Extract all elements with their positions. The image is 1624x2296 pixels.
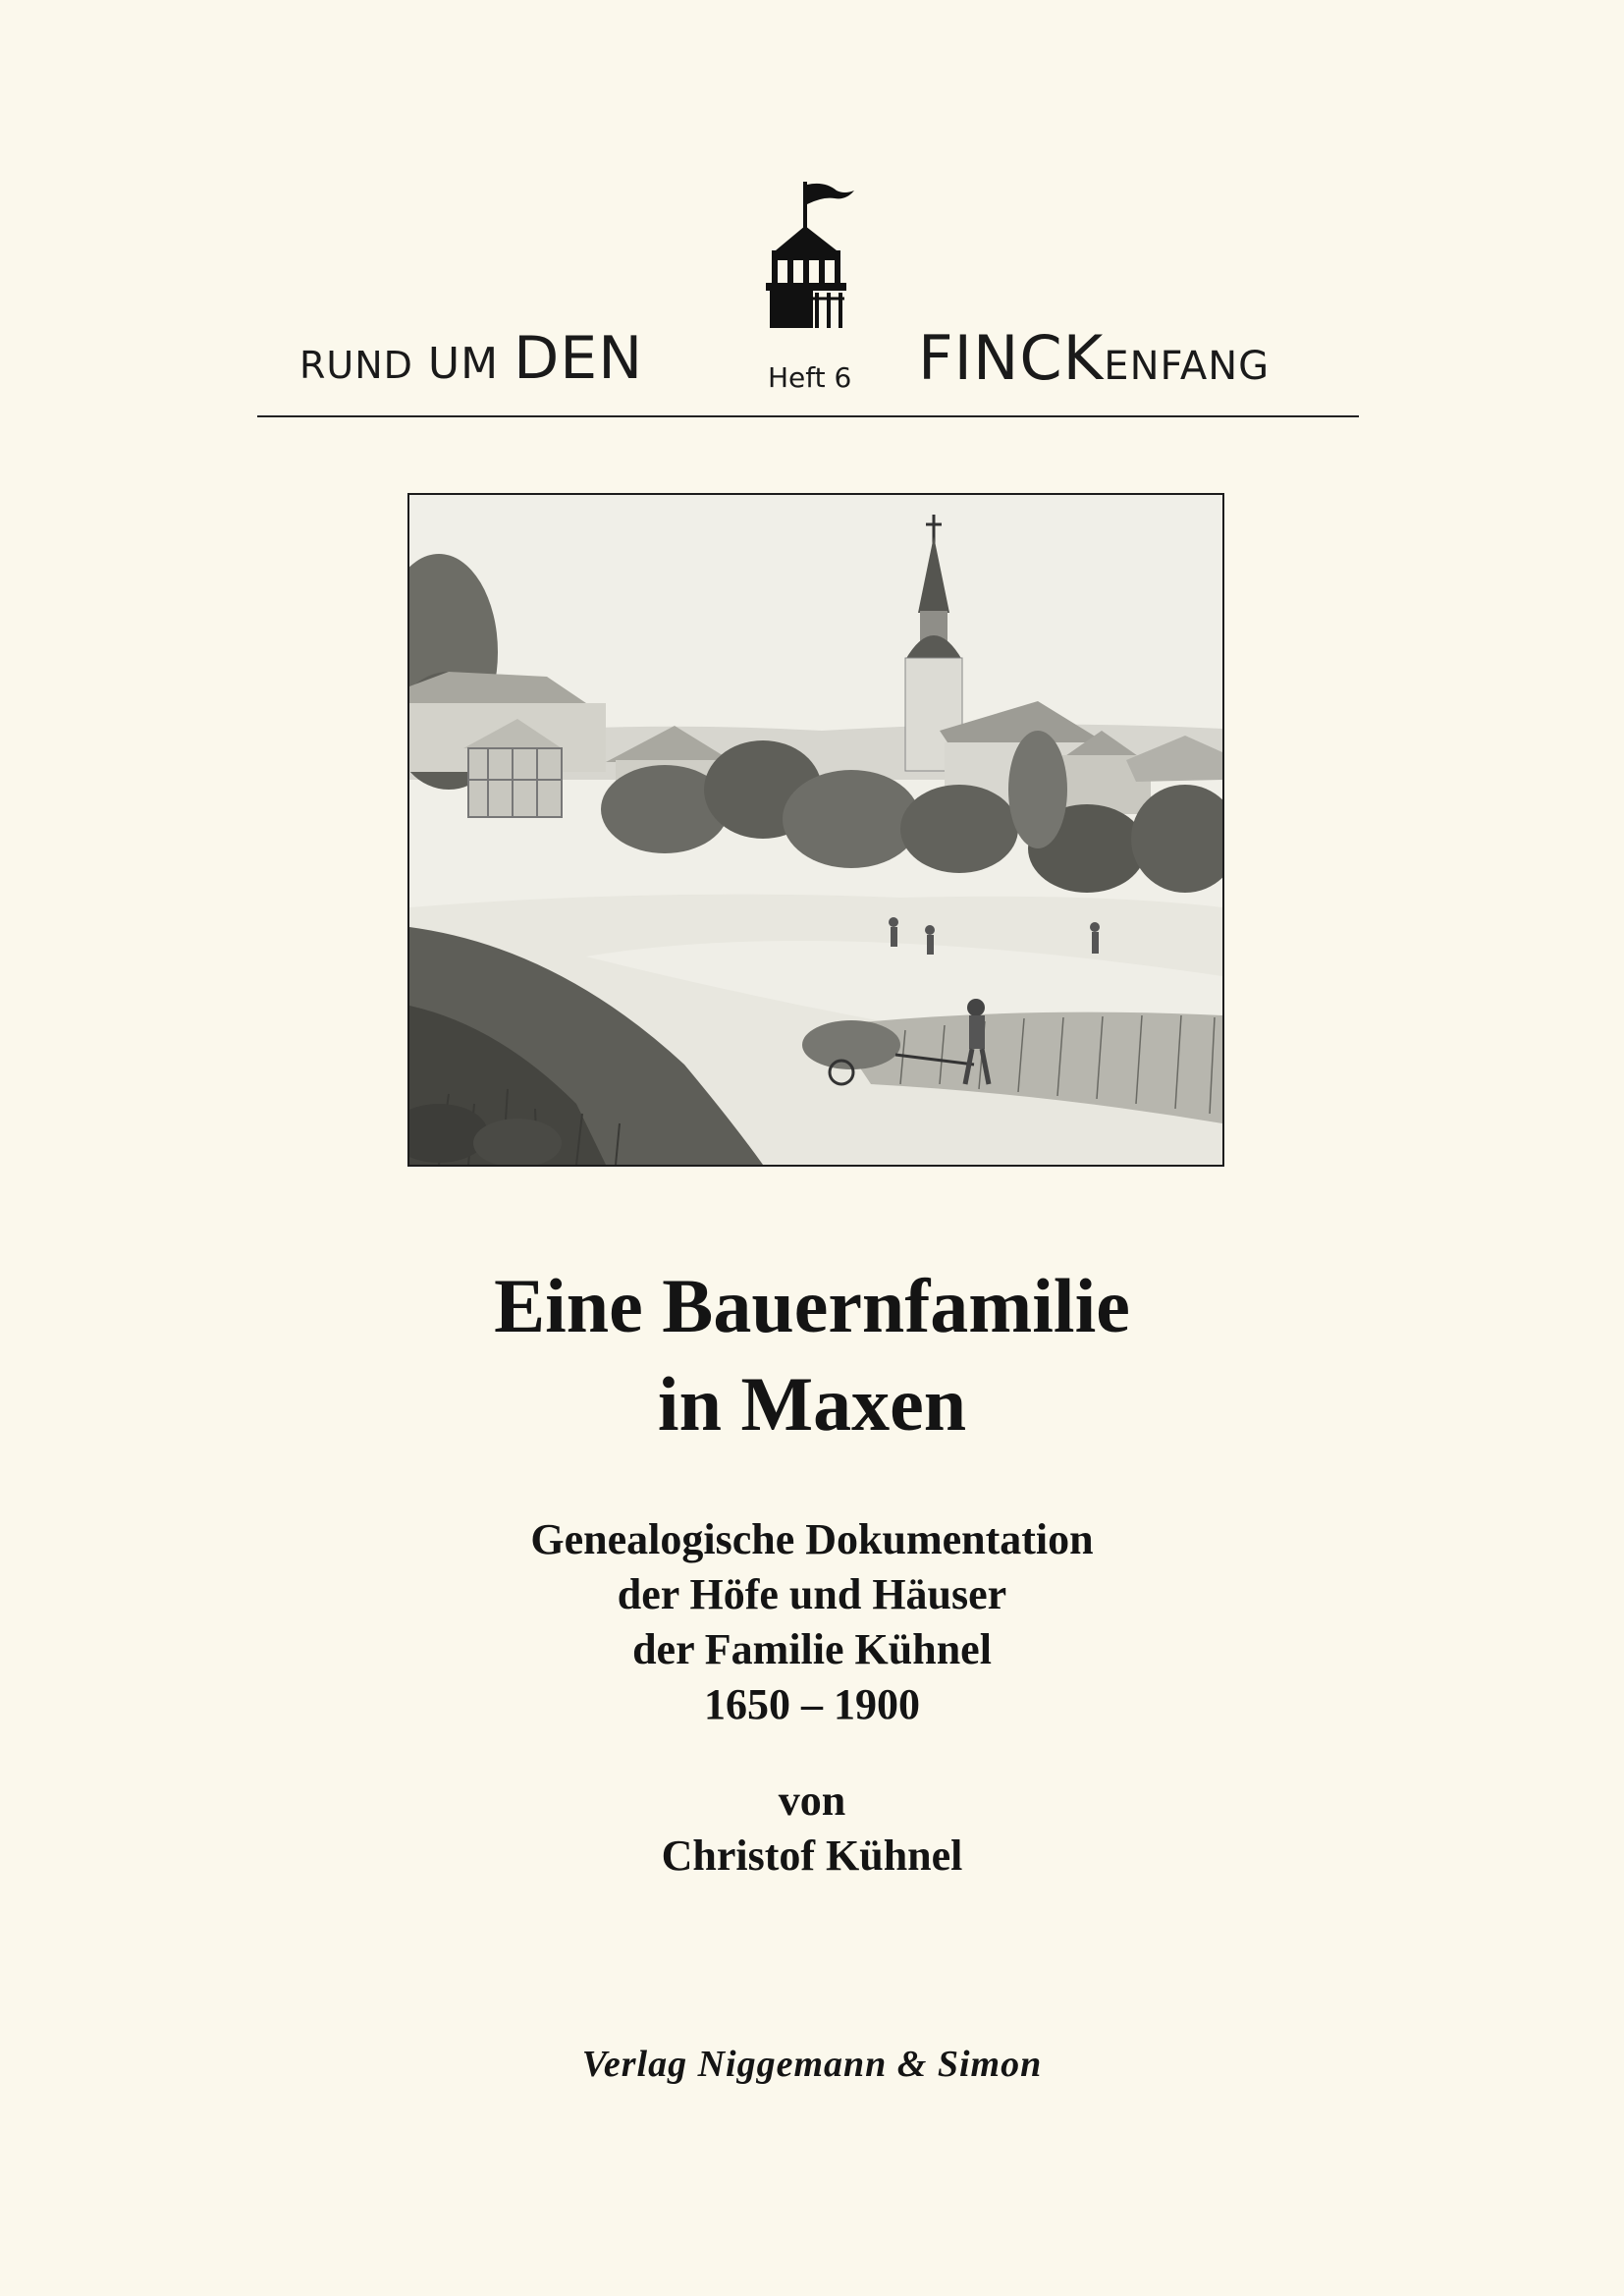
- subtitle-line-2: der Höfe und Häuser: [617, 1570, 1007, 1618]
- subtitle-line-1: Genealogische Dokumentation: [530, 1515, 1094, 1563]
- issue-number: Heft 6: [768, 361, 852, 394]
- series-title-right: [918, 322, 1270, 394]
- publisher-name: Verlag Niggemann & Simon: [581, 2044, 1043, 2085]
- book-title-line-1: Eine Bauernfamilie: [494, 1263, 1130, 1348]
- series-word-rund: RUND: [299, 344, 413, 387]
- header-rule: [257, 415, 1359, 417]
- book-title-line-2: in Maxen: [657, 1361, 967, 1447]
- series-letter-k: K: [1062, 322, 1105, 394]
- byline-by: von: [778, 1777, 846, 1825]
- watchtower-logo-icon: [746, 177, 884, 344]
- series-word-finc: FINC: [918, 322, 1063, 394]
- series-word-den: DEN: [514, 324, 644, 393]
- subtitle-line-3: der Familie Kühnel: [632, 1625, 992, 1673]
- series-word-um: UM: [427, 339, 500, 389]
- cover-illustration: [407, 493, 1224, 1167]
- author-name: Christof Kühnel: [661, 1831, 963, 1880]
- subtitle-years: 1650 – 1900: [704, 1680, 920, 1728]
- series-word-enfang: ENFANG: [1104, 344, 1271, 389]
- series-title-left: [299, 324, 643, 393]
